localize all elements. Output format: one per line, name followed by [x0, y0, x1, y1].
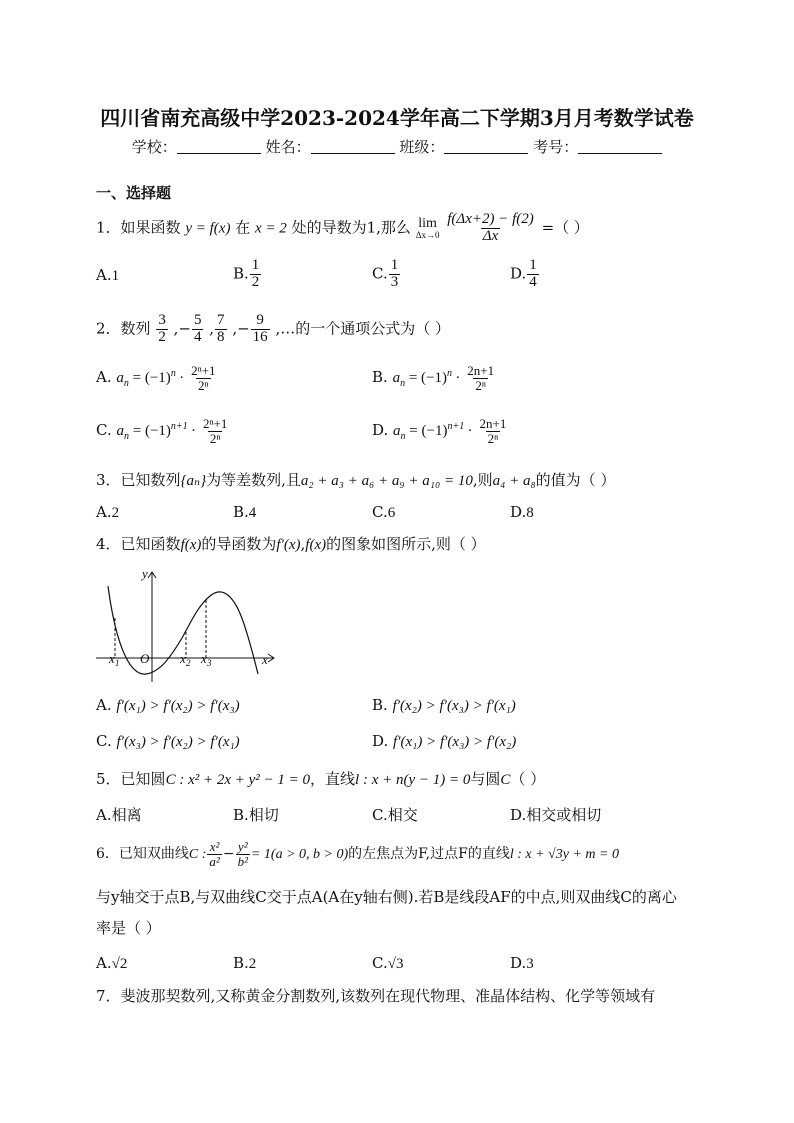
option-value: 6	[387, 505, 396, 521]
eq: = (−1)	[128, 370, 171, 387]
exam-no-label: 考号：	[533, 138, 579, 156]
option-value: 1	[111, 268, 120, 284]
question-5	[96, 768, 545, 789]
option-expr: $a_n = (-1)^{n+1}$ ·	[393, 421, 472, 443]
option-label: B.	[233, 954, 249, 972]
lim-label: lim	[418, 215, 437, 231]
question-text: 为等差数列,且	[206, 471, 301, 489]
option-expr: f′(x₁) > f′(x₃) > f′(x₂)	[393, 734, 517, 750]
math-expr: = 1(a > 0, b > 0)	[250, 847, 349, 863]
question-text: 的图象如图所示,则（ ）	[326, 535, 486, 553]
question-1	[96, 212, 589, 245]
math-expr: C : x² + 2x + y² − 1 = 0	[165, 772, 311, 788]
question-text: 处的导数为1,那么	[291, 218, 411, 237]
option-c[interactable]	[96, 732, 240, 751]
option-value: 相离	[111, 806, 142, 824]
numerator: 2ⁿ+1	[191, 363, 216, 378]
sequence-term	[156, 313, 168, 346]
denominator: 16	[252, 328, 268, 345]
math-expr: C :	[188, 847, 207, 863]
question-text: 的左焦点为F,过点F的直线	[348, 846, 510, 863]
eq: = (−1)	[405, 370, 447, 387]
option-fraction	[250, 258, 262, 291]
x1-label: x	[109, 651, 115, 666]
denominator: 2ⁿ	[475, 377, 486, 393]
lhs: a	[116, 423, 124, 440]
question-2	[96, 313, 450, 346]
math-expr: f′(x)	[276, 537, 301, 553]
option-label: C.	[372, 954, 388, 972]
school-label: 学校：	[131, 138, 177, 156]
question-text: 的值为（ ）	[535, 471, 616, 489]
question-number: 4．	[96, 535, 121, 553]
sequence-term	[192, 313, 204, 346]
numerator: 2n+1	[467, 363, 495, 378]
term-sign: ,−	[232, 319, 250, 338]
option-expr: f′(x₃) > f′(x₂) > f′(x₁)	[116, 734, 240, 750]
hyperbola-y-term	[236, 840, 250, 868]
question-text: ,	[300, 535, 306, 553]
sequence-term	[215, 313, 227, 346]
eq: = (−1)	[129, 423, 171, 440]
option-d[interactable]	[510, 954, 534, 973]
option-b[interactable]	[233, 258, 262, 291]
option-label: A.	[96, 266, 112, 284]
option-expr: f′(x₁) > f′(x₂) > f′(x₃)	[116, 698, 240, 714]
option-expr: f′(x₂) > f′(x₃) > f′(x₁)	[392, 698, 516, 714]
denominator: 2ⁿ	[209, 430, 221, 446]
eq: = (−1)	[405, 423, 448, 440]
question-6-line-3: 率是（ ）	[96, 919, 161, 937]
denominator: 2ⁿ	[487, 430, 499, 446]
sequence-term	[251, 313, 270, 346]
option-value: 3	[526, 956, 534, 972]
option-d[interactable]	[510, 804, 601, 825]
question-text: 的导函数为	[201, 535, 277, 553]
term-sign: ,	[209, 319, 215, 338]
numerator: 7	[217, 312, 225, 328]
lhs: a	[393, 423, 401, 440]
x3-label: x	[201, 651, 207, 666]
question-text: 已知数列	[120, 471, 181, 489]
denominator: Δx	[482, 227, 499, 244]
option-label: C.	[372, 503, 388, 521]
exponent: n	[447, 368, 452, 380]
question-text: ,则	[472, 471, 493, 489]
option-value: √2	[111, 956, 128, 972]
denominator: 4	[193, 328, 202, 345]
option-b[interactable]	[233, 804, 279, 825]
difference-quotient	[445, 212, 536, 245]
subscript: n	[124, 431, 129, 443]
denominator: 2ⁿ	[198, 377, 209, 393]
option-fraction	[478, 417, 509, 445]
option-value: 2	[248, 956, 257, 972]
lhs: a	[392, 370, 401, 387]
subscript: n	[123, 378, 129, 390]
option-a[interactable]	[96, 804, 142, 825]
option-expr: $a_n = (-1)^n$ ·	[392, 368, 460, 390]
numerator: 3	[158, 312, 166, 328]
math-expr: {aₙ}	[180, 473, 207, 489]
exam-no-blank	[578, 139, 662, 154]
option-label: D.	[372, 421, 389, 440]
option-label: B.	[233, 503, 249, 521]
option-value: 4	[248, 505, 257, 521]
option-label: A.	[96, 368, 112, 387]
math-expr: x = 2	[255, 220, 287, 237]
option-label: C.	[96, 421, 112, 440]
question-6: 6．已知双曲线C : $\frac{\text{x²}}{\text{a²}}$ − $\frac{\text{y²}}{\text{b²}}$ = 1(a > 0, b > 0)的左焦点为F,过点F的直线l : x + √3y + m = 0	[96, 839, 619, 869]
option-b[interactable]	[372, 364, 497, 392]
question-text: 斐波那契数列,又称黄金分割数列,该数列在现代物理、准晶体结构、化学等领域有	[120, 987, 656, 1005]
option-a[interactable]	[96, 503, 119, 522]
option-expr: $a_n = (-1)^n$ ·	[116, 368, 184, 390]
question-text: 已知函数	[120, 535, 181, 553]
question-text: ,…的一个通项公式为（ ）	[275, 319, 450, 338]
option-d[interactable]	[510, 503, 534, 522]
question-number: 5．	[96, 770, 121, 788]
math-expr: l : x + √3y + m = 0	[509, 847, 619, 863]
option-label: B.	[233, 806, 249, 824]
question-4	[96, 533, 486, 554]
question-number: 2．	[96, 319, 121, 338]
subscript: n	[400, 431, 406, 443]
section-heading: 一、选择题	[96, 184, 172, 202]
option-label: D.	[510, 954, 527, 972]
question-text: 如果函数	[120, 218, 181, 237]
option-fraction	[527, 258, 539, 291]
name-blank	[311, 139, 395, 154]
class-blank	[444, 139, 528, 154]
function-graph	[94, 566, 284, 684]
option-label: D.	[510, 503, 527, 521]
option-label: A.	[96, 954, 112, 972]
option-label: D.	[372, 732, 389, 750]
question-text: 与圆	[470, 770, 501, 788]
x3-sub: 3	[207, 658, 212, 668]
exponent: n	[170, 368, 176, 380]
option-expr: $a_n = (-1)^{n+1}$ ·	[116, 421, 196, 443]
option-b[interactable]	[233, 954, 256, 973]
math-expr: C	[500, 772, 511, 788]
option-fraction	[201, 417, 229, 445]
denominator: b²	[237, 853, 248, 869]
math-expr: l : x + n(y − 1) = 0	[355, 772, 471, 788]
option-c[interactable]	[372, 258, 401, 291]
denominator: a²	[209, 853, 220, 869]
option-label: D.	[510, 264, 527, 283]
option-label: C.	[372, 806, 388, 824]
exponent: n+1	[447, 421, 465, 433]
math-expr: f(x)	[305, 537, 327, 553]
option-a[interactable]	[96, 266, 119, 285]
math-expr: y = f(x)	[185, 220, 231, 237]
question-6-line-2: 与y轴交于点B,与双曲线C交于点A(A在y轴右侧).若B是线段AF的中点,则双曲线C的离心	[96, 888, 677, 906]
option-d[interactable]	[510, 258, 540, 291]
limit-operator	[416, 217, 440, 240]
question-3	[96, 469, 615, 490]
question-number: 3．	[96, 471, 121, 489]
option-value: 8	[526, 505, 534, 521]
numerator: x²	[209, 839, 220, 854]
option-value: 相切	[248, 806, 279, 824]
denominator: 2	[158, 328, 166, 345]
option-label: D.	[510, 806, 527, 824]
numerator: 5	[193, 312, 202, 328]
option-label: B.	[233, 264, 249, 283]
option-c[interactable]	[372, 954, 403, 973]
option-label: B.	[372, 368, 388, 387]
subscript: n	[400, 378, 406, 390]
question-text: 数列	[120, 319, 151, 338]
option-c[interactable]	[372, 804, 418, 825]
question-number: 7．	[96, 987, 121, 1005]
option-label: C.	[372, 264, 388, 283]
option-value: 2	[111, 505, 120, 521]
numerator: 2n+1	[479, 416, 507, 431]
class-label: 班级：	[399, 138, 445, 156]
numerator: f(Δx+2) − f(2)	[447, 211, 534, 227]
option-b[interactable]	[372, 696, 516, 715]
question-text: =（ ）	[541, 218, 589, 237]
question-7	[96, 985, 655, 1006]
denominator: 3	[390, 273, 399, 290]
page-title: 四川省南充高级中学2023-2024学年高二下学期3月月考数学试卷	[100, 106, 694, 130]
question-text: 已知圆	[120, 770, 166, 788]
math-expr: a₄ + a₈	[492, 473, 536, 489]
question-text: 已知双曲线	[118, 846, 189, 863]
x1-sub: 1	[115, 658, 120, 668]
hyperbola-x-term	[207, 840, 221, 868]
question-number: 6．	[96, 846, 119, 863]
option-c[interactable]	[372, 503, 395, 522]
y-label: y	[142, 566, 148, 581]
question-text: 在	[235, 218, 251, 237]
question-text: （ ）	[510, 770, 546, 788]
x2-sub: 2	[186, 658, 191, 668]
option-fraction	[189, 364, 217, 392]
x2-label: x	[180, 651, 186, 666]
numerator: 1	[390, 257, 399, 273]
numerator: 1	[529, 257, 537, 273]
option-label: A.	[96, 503, 112, 521]
option-value: 相交	[387, 806, 418, 824]
math-expr: f(x)	[180, 537, 202, 553]
lhs: a	[116, 370, 124, 387]
exponent: n+1	[170, 421, 188, 433]
option-label: B.	[372, 696, 388, 714]
school-blank	[177, 139, 261, 154]
option-value: 相交或相切	[526, 806, 602, 824]
numerator: 2ⁿ+1	[202, 416, 228, 431]
option-d[interactable]	[372, 417, 509, 445]
option-b[interactable]	[233, 503, 256, 522]
math-expr: a₂ + a₃ + a₆ + a₉ + a₁₀ = 10	[300, 473, 473, 489]
option-label: A.	[96, 696, 112, 714]
denominator: 2	[251, 273, 260, 290]
denominator: 4	[529, 273, 537, 290]
lim-subscript: Δx→0	[415, 229, 440, 240]
option-a[interactable]	[96, 696, 240, 715]
denominator: 8	[217, 328, 225, 345]
question-number: 1．	[96, 218, 121, 237]
origin-label: O	[140, 651, 150, 666]
option-fraction	[389, 258, 401, 291]
question-text: ，直线	[310, 770, 356, 788]
student-info-line	[0, 136, 794, 157]
term-sign: ,−	[173, 319, 191, 338]
option-a[interactable]	[96, 954, 127, 973]
option-d[interactable]	[372, 732, 516, 751]
option-label: A.	[96, 806, 112, 824]
numerator: y²	[237, 839, 248, 854]
option-fraction	[465, 364, 496, 392]
option-label: C.	[96, 732, 112, 750]
numerator: 1	[251, 257, 260, 273]
option-value: √3	[387, 956, 404, 972]
numerator: 9	[256, 312, 264, 328]
x-label: x	[262, 652, 268, 667]
name-label: 姓名：	[265, 138, 311, 156]
option-c[interactable]	[96, 417, 230, 445]
option-a[interactable]	[96, 364, 219, 392]
